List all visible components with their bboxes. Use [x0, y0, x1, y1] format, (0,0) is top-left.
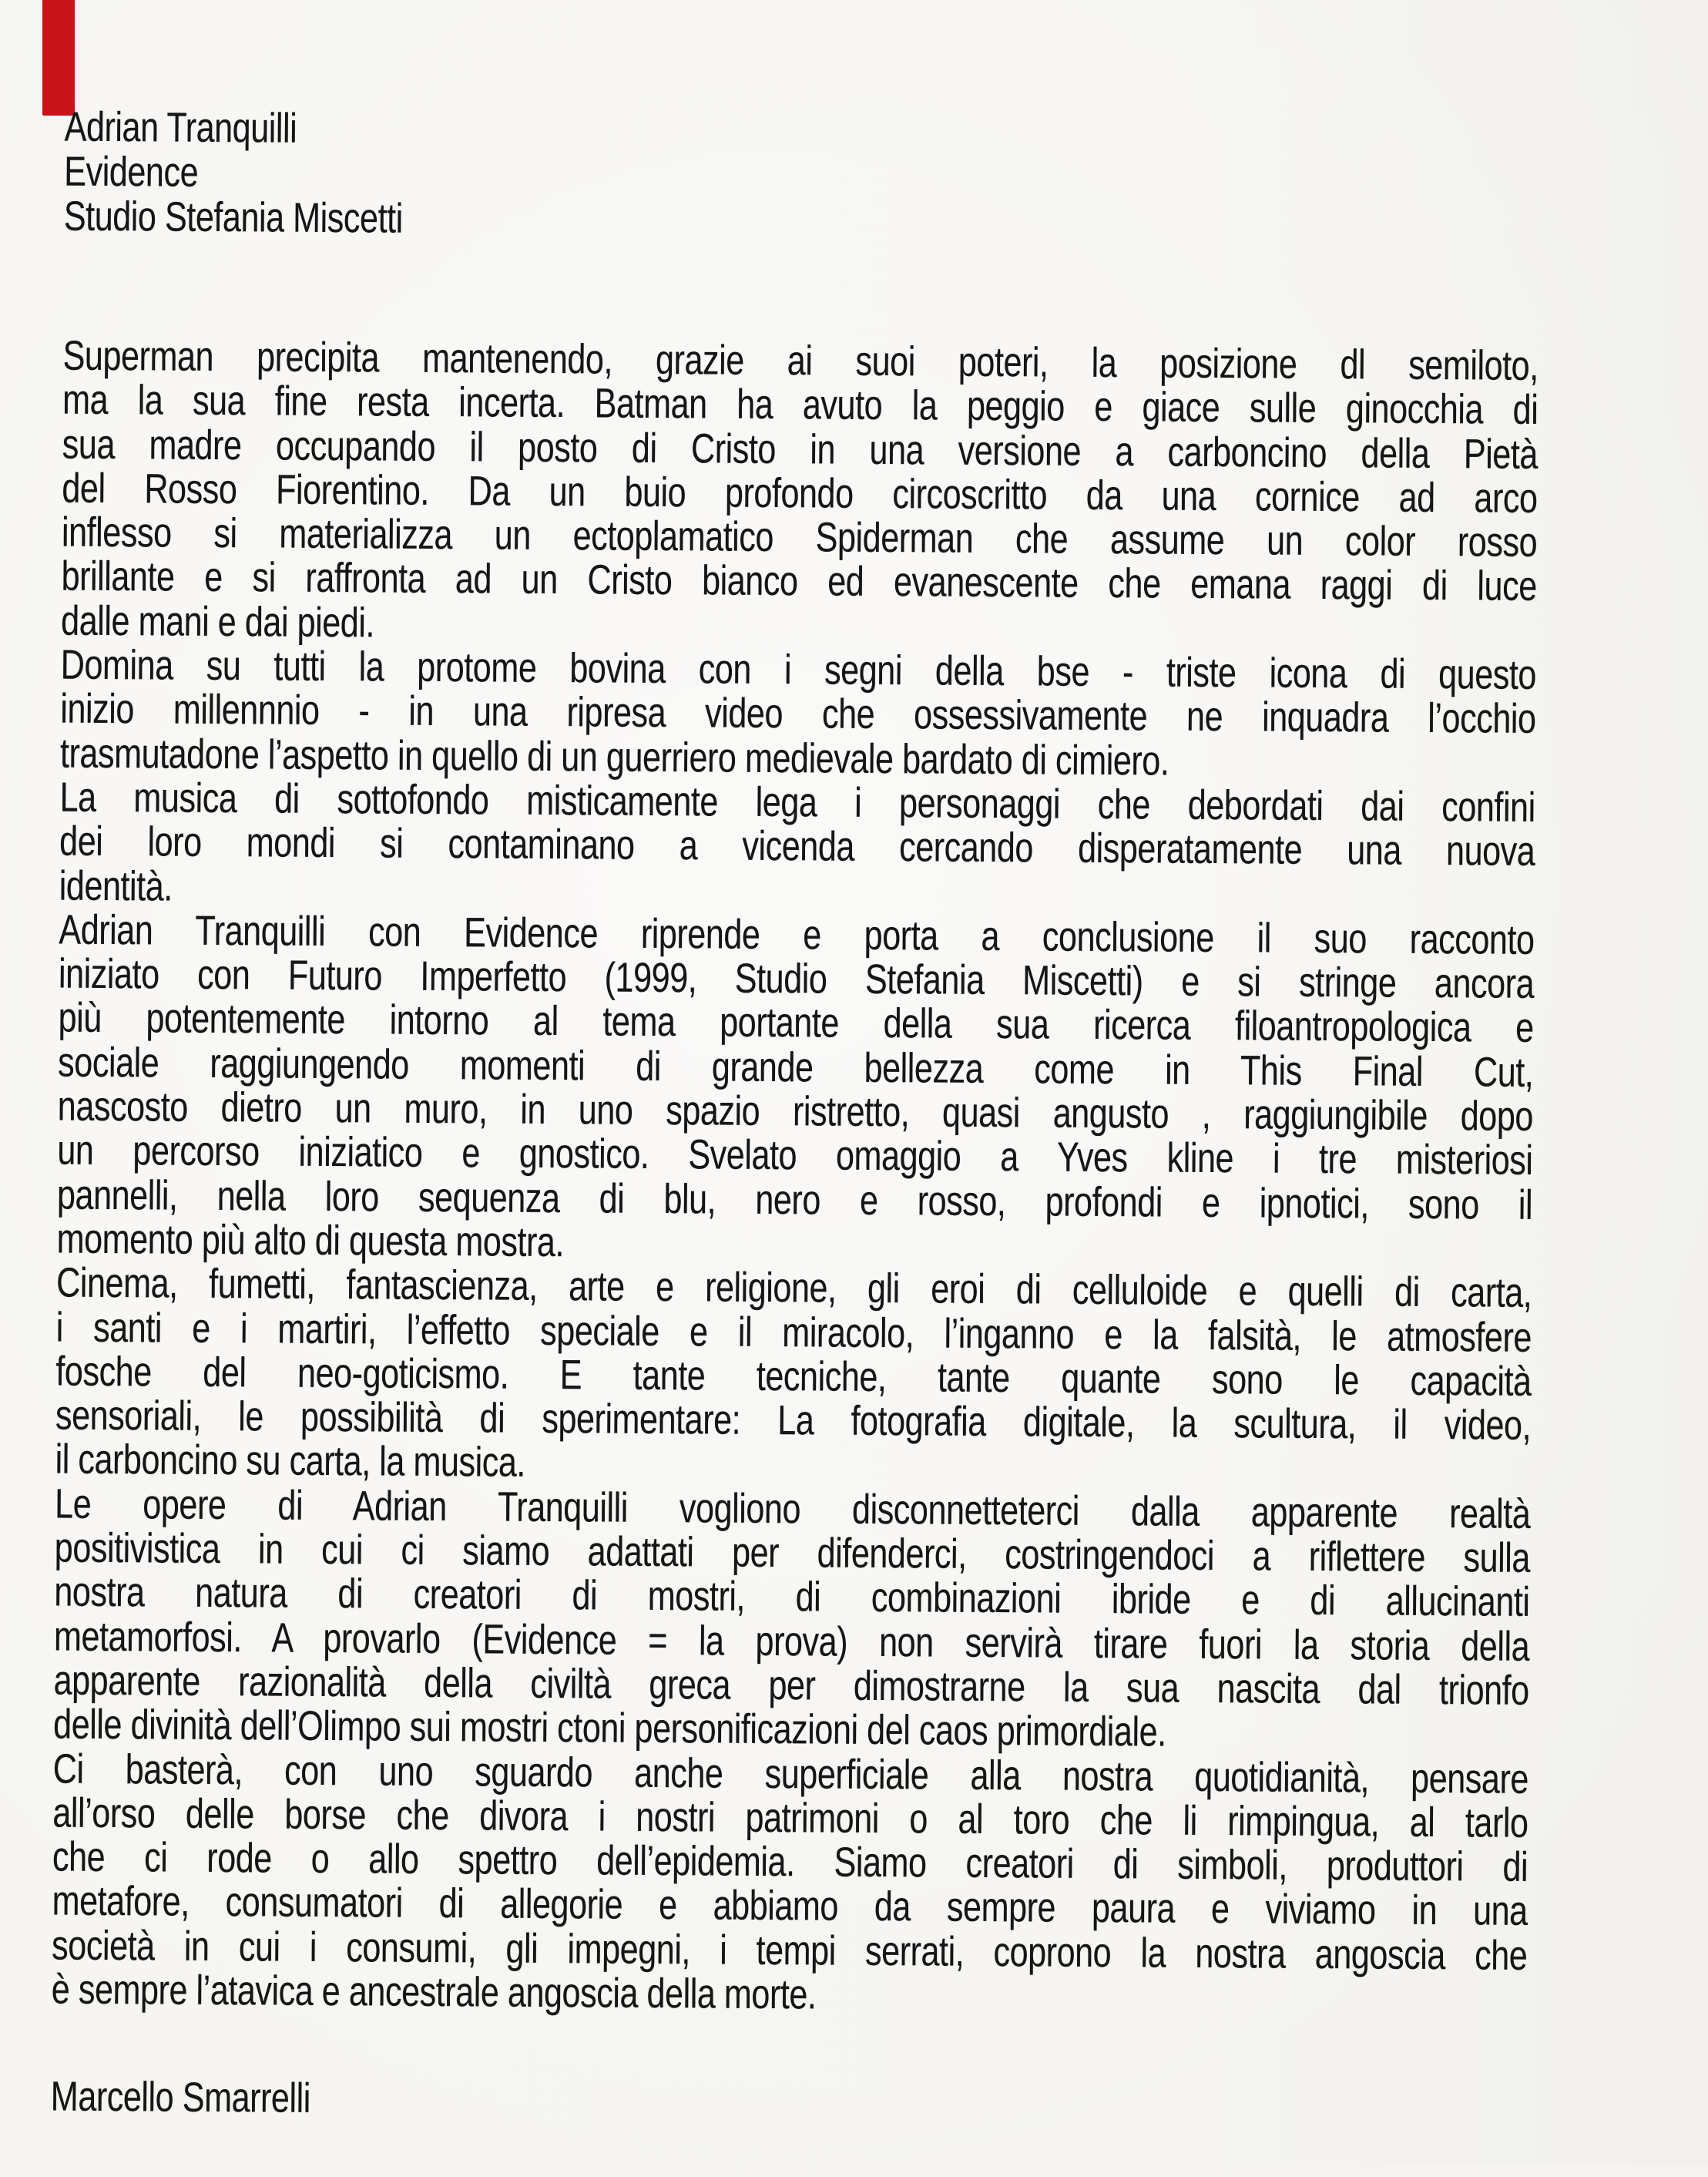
exhibition-title: Evidence: [64, 148, 199, 196]
text-line: apparente razionalità della civiltà greca per dimostrarne la sua nascita dal trionfo: [53, 1657, 1529, 1714]
text-line: Adrian Tranquilli con Evidence riprende e porta a conclusione il suo racconto: [59, 906, 1535, 963]
text-line: sua madre occupando il posto di Cristo in una versione a carboncino della Pietà: [62, 421, 1539, 478]
text-line: un percorso iniziatico e gnostico. Svelato omaggio a Yves kline i tre misteriosi: [57, 1127, 1533, 1184]
text-line: metamorfosi. A provarlo (Evidence = la prova) non servirà tirare fuori la storia della: [53, 1613, 1530, 1670]
text-line: dalle mani e dai piedi.: [60, 597, 375, 647]
text-line: trasmutadone l’aspetto in quello di un guerriero medievale bardato di cimiero.: [59, 730, 1169, 784]
text-line: che ci rode o allo spettro dell’epidemia. Siamo creatori di simboli, produttori di: [52, 1833, 1528, 1890]
text-line: il carboncino su carta, la musica.: [55, 1436, 526, 1487]
text-line: all’orso delle borse che divora i nostri patrimoni o al toro che li rimpingua, al tarlo: [52, 1789, 1528, 1846]
text-line: La musica di sottofondo misticamente lega i personaggi che debordati dai confini: [59, 774, 1535, 831]
text-line: identità.: [59, 862, 173, 910]
text-line: Superman precipita mantenendo, grazie ai suoi poteri, la posizione dl semiloto,: [62, 332, 1539, 389]
text-line: ma la sua fine resta incerta. Batman ha avuto la peggio e giace sulle ginocchia di: [62, 376, 1539, 434]
paragraph: [56, 908, 1534, 1272]
paragraph: [53, 1482, 1531, 1757]
text-line: più potentemente intorno al tema portante della sua ricerca filoantropologica e: [58, 995, 1534, 1052]
paragraph: [61, 334, 1539, 653]
text-line: Cinema, fumetti, fantascienza, arte e religione, gli eroi di celluloide e quelli di carta,: [55, 1259, 1532, 1317]
text-line: sensoriali, le possibilità di sperimentare: La fotografia digitale, la scultura, il video,: [55, 1392, 1532, 1450]
text-line: pannelli, nella loro sequenza di blu, nero e rosso, profondi e ipnotici, sono il: [56, 1171, 1533, 1228]
text-line: inizio millennnio - in una ripresa video che ossessivamente ne inquadra l’occhio: [60, 685, 1536, 743]
curator-name: Marcello Smarrelli: [50, 2073, 311, 2122]
text-line: nascosto dietro un muro, in uno spazio ristretto, quasi angusto , raggiungibile dopo: [57, 1083, 1534, 1140]
paragraph: [59, 776, 1535, 919]
text-line: Ci basterà, con uno sguardo anche superficiale alla nostra quotidianità, pensare: [52, 1745, 1529, 1802]
text-line: metafore, consumatori di allegorie e abbiamo da sempre paura e viviamo in una: [52, 1877, 1528, 1935]
text-line: fosche del neo-goticismo. E tante tecniche, tante quante sono le capacità: [55, 1348, 1532, 1405]
paragraph: [52, 1747, 1529, 2022]
document-header: [64, 105, 1540, 249]
text-line: dei loro mondi si contaminano a vicenda cercando disperatamente una nuova: [59, 818, 1535, 875]
text-line: del Rosso Fiorentino. Da un buio profondo circoscritto da una cornice ad arco: [62, 465, 1538, 522]
text-line: è sempre l’atavica e ancestrale angoscia della morte.: [51, 1966, 817, 2018]
text-line: momento più alto di questa mostra.: [56, 1215, 565, 1266]
text-line: iniziato con Futuro Imperfetto (1999, Studio Stefania Miscetti) e si stringe ancora: [58, 950, 1535, 1008]
paragraph: [60, 643, 1536, 786]
paragraph: [55, 1259, 1532, 1493]
body-text: [52, 334, 1539, 2023]
artist-name: Adrian Tranquilli: [64, 103, 297, 152]
text-line: delle divinità dell’Olimpo sui mostri ctoni personificazioni del caos primordiale.: [52, 1701, 1166, 1755]
text-line: Le opere di Adrian Tranquilli vogliono disconnetteterci dalla apparente realtà: [54, 1480, 1531, 1537]
text-line: sociale raggiungendo momenti di grande bellezza come in This Final Cut,: [57, 1039, 1534, 1096]
text-line: i santi e i martiri, l’effetto speciale e il miracolo, l’inganno e la falsità, le atmosfere: [55, 1304, 1532, 1361]
text-line: società in cui i consumi, gli impegni, i tempi serrati, coprono la nostra angoscia che: [51, 1922, 1528, 1979]
signature: [51, 2075, 1527, 2129]
text-line: inflesso si materializza un ectoplamatico Spiderman che assume un color rosso: [61, 509, 1538, 566]
text-line: Domina su tutti la protome bovina con i segni della bse - triste icona di questo: [60, 641, 1537, 699]
text-line: nostra natura di creatori di mostri, di combinazioni ibride e di allucinanti: [54, 1568, 1530, 1626]
text-line: brillante e si raffronta ad un Cristo bianco ed evanescente che emana raggi di luce: [61, 553, 1537, 610]
venue-name: Studio Stefania Miscetti: [63, 193, 403, 242]
text-line: positivistica in cui ci siamo adattati per difenderci, costringendoci a riflettere sulla: [54, 1524, 1531, 1581]
